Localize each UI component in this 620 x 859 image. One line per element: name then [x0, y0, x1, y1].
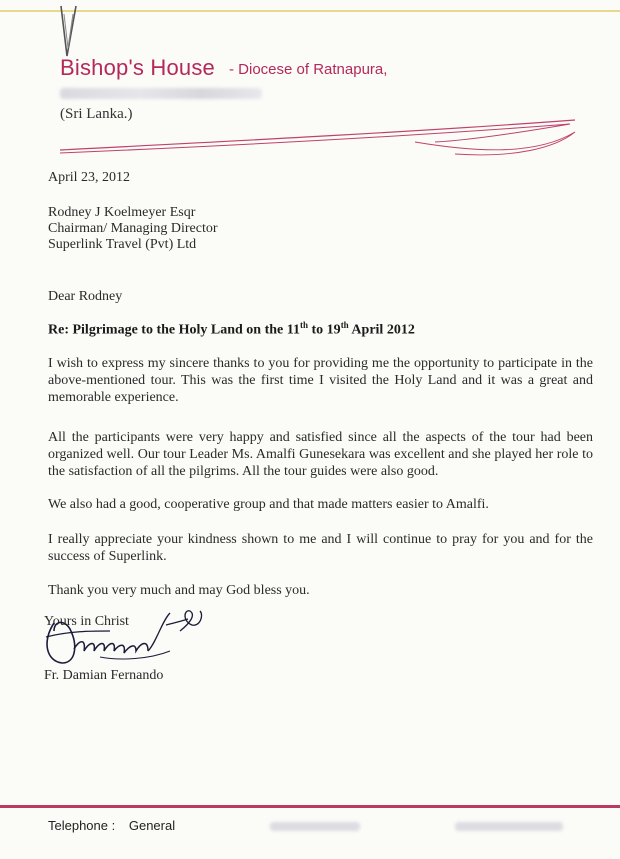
letterhead-title: Bishop's House: [60, 55, 215, 80]
signer-name: Fr. Damian Fernando: [44, 668, 164, 683]
closing-line: Yours in Christ: [44, 614, 129, 629]
footer-rule: [0, 805, 620, 808]
subject-middle: to 19: [308, 322, 341, 338]
recipient-block: [48, 205, 218, 253]
body-paragraph: We also had a good, cooperative group and that made matters easier to Amalfi.: [48, 497, 489, 512]
handwritten-signature: [40, 601, 220, 673]
subject-sup-2: th: [340, 320, 349, 330]
subject-sup-1: th: [300, 320, 309, 330]
recipient-company: Superlink Travel (Pvt) Ltd: [48, 237, 197, 252]
body-paragraph: Thank you very much and may God bless you.: [48, 583, 310, 598]
letterhead-swoosh: [55, 112, 585, 162]
letterhead-country: (Sri Lanka.): [60, 106, 133, 122]
subject-line: [48, 320, 415, 339]
recipient-name: Rodney J Koelmeyer Esqr: [48, 205, 196, 220]
letterhead-diocese: - Diocese of Ratnapura,: [229, 61, 388, 78]
body-paragraph: I wish to express my sincere thanks to you for providing me the opportunity to participate in the above-mentioned tour. This was the first time I visited the Holy Land and it was a great and memorable experience.: [48, 356, 593, 405]
telephone-label: Telephone :: [48, 818, 116, 833]
redacted-address: [60, 88, 262, 99]
redacted-fax-number: [455, 822, 563, 831]
subject-suffix: April 2012: [348, 322, 415, 338]
redacted-phone-number: [270, 822, 360, 831]
recipient-position: Chairman/ Managing Director: [48, 221, 218, 236]
general-label: General: [128, 818, 176, 833]
salutation: Dear Rodney: [48, 289, 123, 304]
footer-telephone: [48, 818, 175, 833]
letter-date: April 23, 2012: [48, 170, 131, 185]
body-paragraph: I really appreciate your kindness shown to me and I will continue to pray for you and for the success of Superlink.: [48, 532, 593, 564]
body-paragraph: All the participants were very happy and satisfied since all the aspects of the tour had been organized well. Our tour Leader Ms. Amalfi Gunesekara was excellent and she played her role to the satisfaction of all the pilgrims. All the tour guides were also good.: [48, 430, 593, 479]
subject-prefix: Re: Pilgrimage to the Holy Land on the 11: [48, 322, 300, 338]
top-edge-line: [0, 10, 620, 12]
